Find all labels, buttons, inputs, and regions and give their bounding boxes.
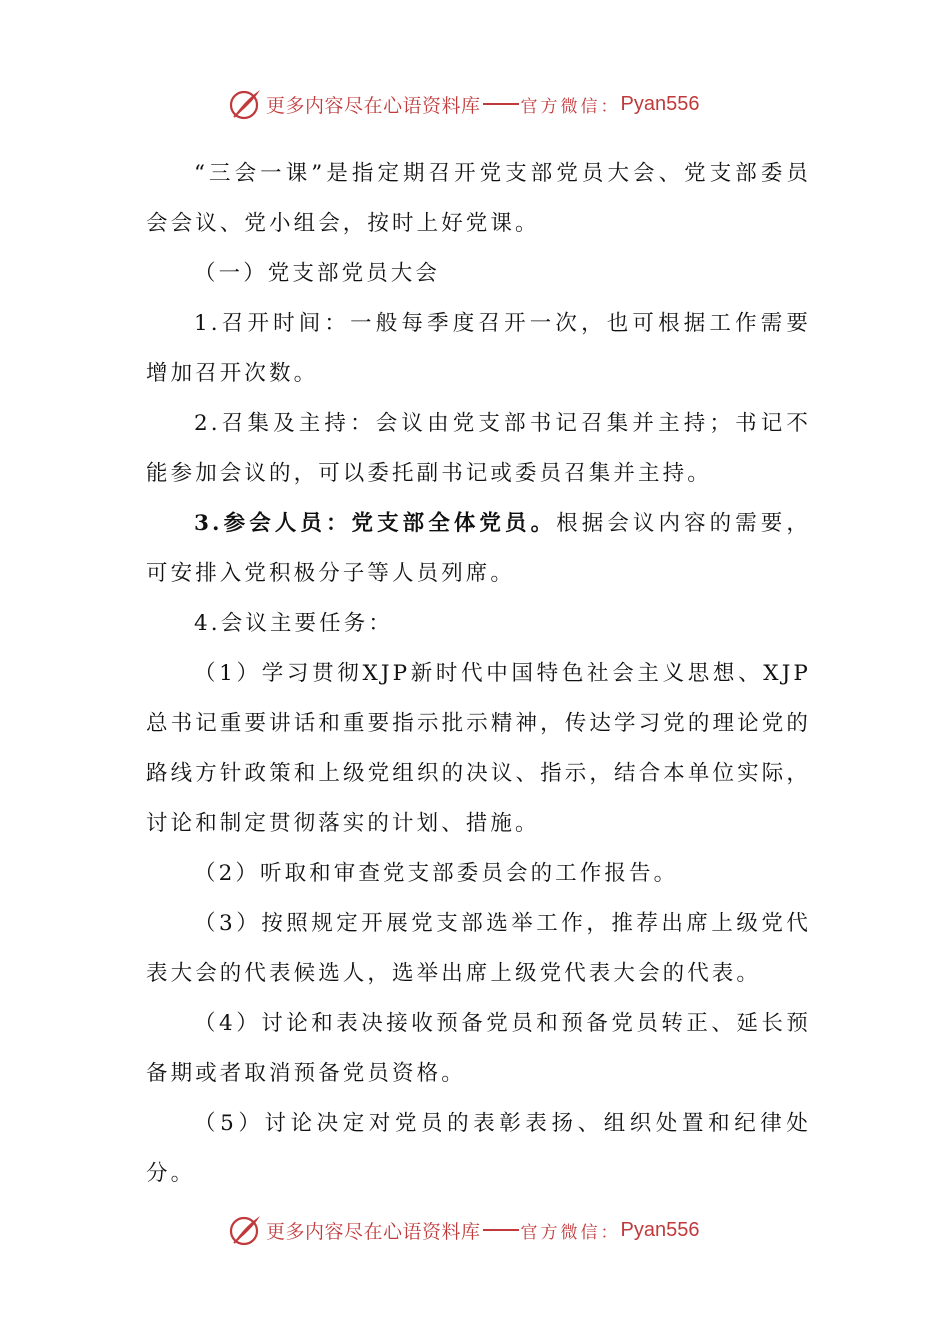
watermark-official-label: 官方微信：: [520, 1222, 621, 1243]
task-3: （3）按照规定开展党支部选举工作，推荐出席上级党代表大会的代表候选人，选举出席上级党代表大会的代表。: [146, 911, 811, 986]
watermark-wechat-id: Pyan556: [620, 1218, 700, 1241]
participants-rest-text: 根据会议内容的需要，可安排入党积极分子等人员列席。: [146, 511, 811, 586]
watermark-site-text: 更多内容尽在心语资料库: [266, 94, 481, 117]
footer-watermark: [228, 1210, 699, 1250]
item-main-tasks: 4.会议主要任务：: [194, 611, 393, 636]
document-body: [146, 149, 811, 1199]
item-meeting-time: 1.召开时间：一般每季度召开一次，也可根据工作需要增加召开次数。: [146, 311, 811, 386]
task-4: （4）讨论和表决接收预备党员和预备党员转正、延长预备期或者取消预备党员资格。: [146, 1011, 811, 1086]
quill-logo-icon: [228, 1213, 262, 1247]
header-watermark: [228, 84, 699, 124]
watermark-dash: [483, 1229, 519, 1231]
task-5: （5）讨论决定对党员的表彰表扬、组织处置和纪律处分。: [146, 1111, 811, 1186]
quill-logo-icon: [228, 87, 262, 121]
watermark-dash: [483, 103, 519, 105]
watermark-wechat-id: Pyan556: [620, 92, 700, 115]
item-convener: 2.召集及主持：会议由党支部书记召集并主持；书记不能参加会议的，可以委托副书记或委员召集并主持。: [146, 411, 811, 486]
intro-paragraph: “三会一课”是指定期召开党支部党员大会、党支部委员会会议、党小组会，按时上好党课。: [146, 161, 811, 236]
task-2: （2）听取和审查党支部委员会的工作报告。: [194, 861, 679, 886]
section-heading: （一）党支部党员大会: [194, 261, 441, 286]
item-participants: [146, 499, 811, 599]
participants-bold-text: 3.参会人员：党支部全体党员。: [194, 511, 557, 536]
task-1: （1）学习贯彻XJP新时代中国特色社会主义思想、XJP总书记重要讲话和重要指示批示精神，传达学习党的理论党的路线方针政策和上级党组织的决议、指示，结合本单位实际，讨论和制定贯彻落实的计划、措施。: [146, 661, 811, 836]
watermark-site-text: 更多内容尽在心语资料库: [266, 1220, 481, 1243]
watermark-official-label: 官方微信：: [520, 96, 621, 117]
